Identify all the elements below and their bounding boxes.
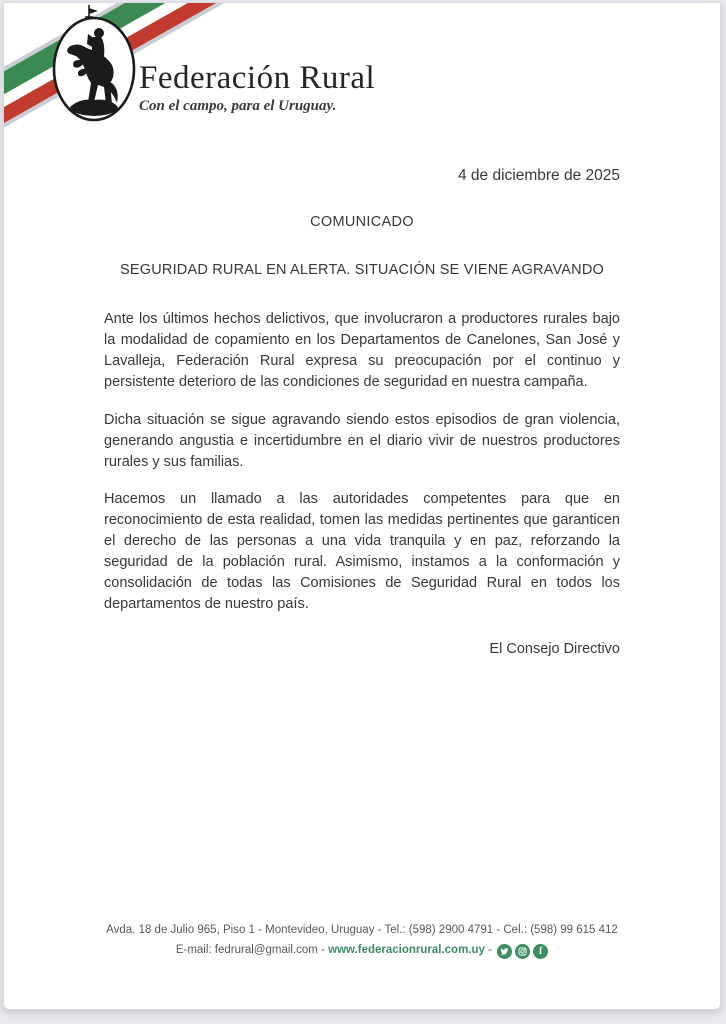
signature: El Consejo Directivo [489,641,620,657]
instagram-icon [515,944,530,959]
paragraph-2: Dicha situación se sigue agravando siendo estos episodios de gran violencia, generando angustia e incertidumbre en el diario vivir de nuestros productores rurales y sus familias. [104,412,620,470]
twitter-icon [497,944,512,959]
paragraph-3: Hacemos un llamado a las autoridades competentes para que en reconocimiento de esta realidad, tomen las medidas pertinentes que garanticen el derecho de las personas a una vida tranquila y en paz, reforzando la seguridad de la población rural. Asimismo, instamos a la conformación y consolidación de todas las Comisiones de Seguridad Rural en todos los departamentos de nuestro país. [104,491,620,612]
footer-separator: - [488,944,492,956]
facebook-icon: f [533,944,548,959]
footer-contact-line [4,942,720,959]
social-icons [497,944,548,959]
footer-separator: - [321,944,325,956]
gaucho-horseman-icon [48,3,140,125]
document-page [3,2,721,1010]
communique-body [4,165,720,660]
document-headline: SEGURIDAD RURAL EN ALERTA. SITUACIÓN SE VIENE AGRAVANDO [120,262,604,278]
document-kicker: COMUNICADO [310,214,414,230]
brand-block [139,59,375,115]
footer-address: Avda. 18 de Julio 965, Piso 1 - Montevideo, Uruguay - Tel.: (598) 2900 4791 - Cel.: (598) 99 615 412 [106,924,618,936]
brand-name: Federación Rural [139,60,376,96]
footer-website: www.federacionrural.com.uy [328,944,485,956]
brand-tagline: Con el campo, para el Uruguay. [139,98,337,114]
document-date: 4 de diciembre de 2025 [457,167,620,184]
letter-footer [4,922,720,959]
letterhead [4,3,720,153]
paragraph-1: Ante los últimos hechos delictivos, que involucraron a productores rurales bajo la modalidad de copamiento en los Departamentos de Canelones, San José y Lavalleja, Federación Rural expresa su preocupación por el continuo y persistente deterioro de las condiciones de seguridad en nuestra campaña. [104,311,620,390]
federacion-rural-logo [48,3,140,130]
footer-email: E-mail: fedrural@gmail.com [175,944,318,956]
